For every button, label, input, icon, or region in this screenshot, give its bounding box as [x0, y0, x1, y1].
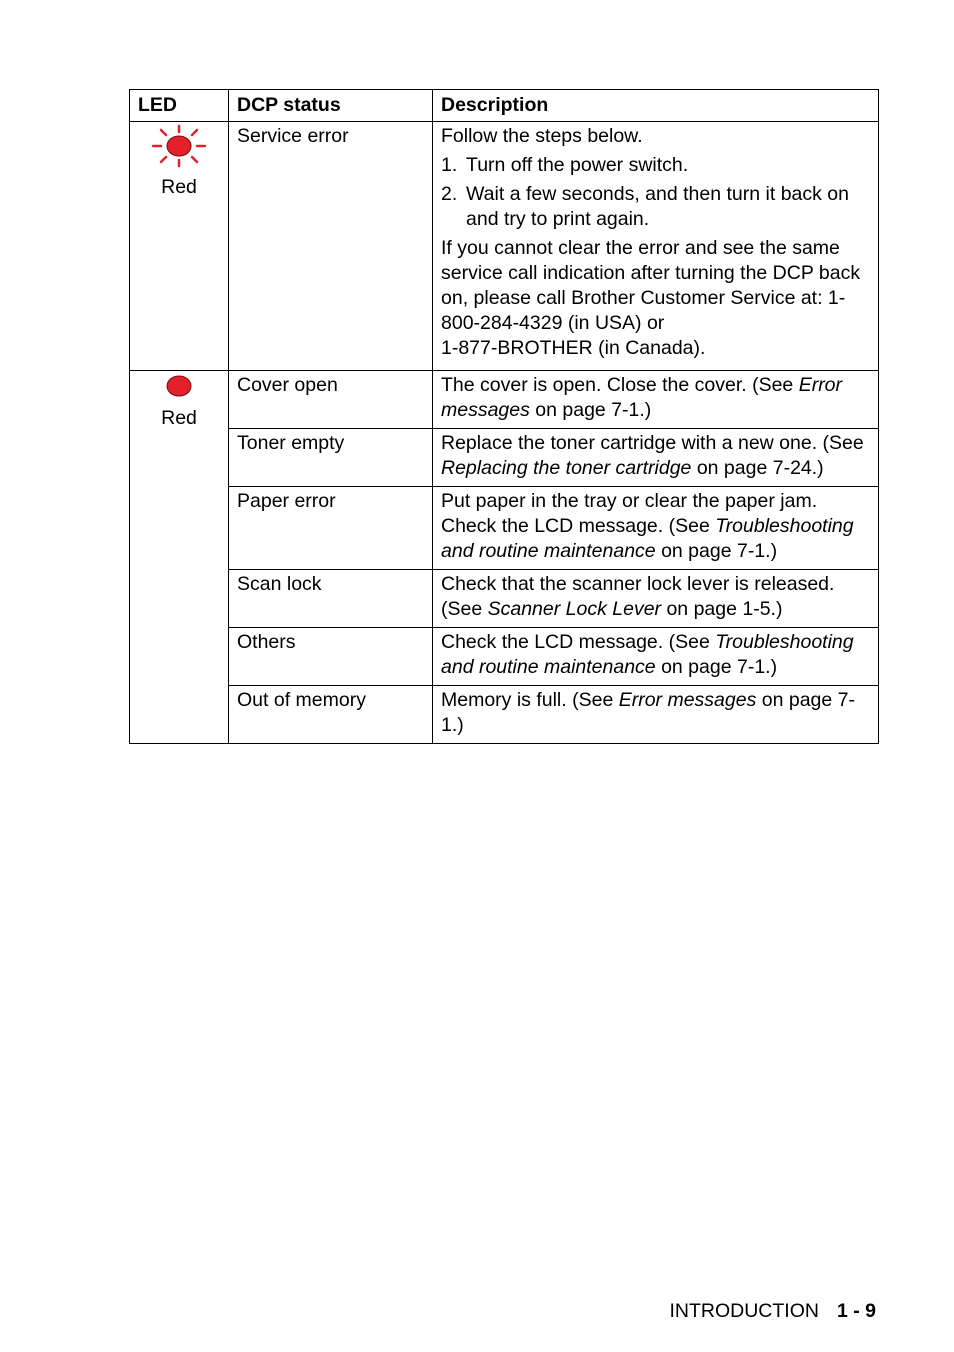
list-item: 2. Wait a few seconds, and then turn it back on and try to print again. — [441, 183, 849, 230]
table-row — [130, 628, 879, 686]
status-cell: Service error — [229, 122, 433, 371]
solid-red-led-icon — [164, 373, 194, 406]
header-description: Description — [433, 90, 879, 122]
description-outro: If you cannot clear the error and see the same service call indication after turning the DCP back on, please call Brother Customer Service at: 1-800-284-4329 (in USA) or — [441, 237, 861, 334]
table-row — [130, 487, 879, 570]
page-footer — [669, 1300, 876, 1323]
description-cell: Check the LCD message. (See Troubleshooting and routine maintenance on page 7-1.) — [433, 628, 879, 686]
description-cell: Put paper in the tray or clear the paper jam. Check the LCD message. (See Troubleshooting and routine maintenance on page 7-1.) — [433, 487, 879, 570]
description-cell — [433, 122, 879, 371]
status-cell: Toner empty — [229, 429, 433, 487]
table-row — [130, 570, 879, 628]
table-row — [130, 429, 879, 487]
cross-reference: Error messages — [441, 374, 843, 421]
list-item: 1. Turn off the power switch. — [441, 154, 689, 176]
led-label: Red — [161, 176, 197, 198]
status-cell: Cover open — [229, 371, 433, 429]
cross-reference: Scanner Lock Lever — [487, 598, 662, 620]
table-header-row — [130, 90, 879, 122]
description-cell: Replace the toner cartridge with a new one. (See Replacing the toner cartridge on page 7-24.) — [433, 429, 879, 487]
status-cell: Paper error — [229, 487, 433, 570]
led-label: Red — [161, 407, 197, 429]
led-status-table — [129, 89, 879, 744]
table-row — [130, 371, 879, 429]
cross-reference: Troubleshooting and routine maintenance — [441, 631, 854, 678]
status-cell: Scan lock — [229, 570, 433, 628]
description-cell: Check that the scanner lock lever is released. (See Scanner Lock Lever on page 1-5.) — [433, 570, 879, 628]
status-cell: Others — [229, 628, 433, 686]
description-outro-2: 1-877-BROTHER (in Canada). — [441, 337, 706, 359]
status-cell: Out of memory — [229, 686, 433, 744]
header-led: LED — [130, 90, 229, 122]
table-row — [130, 686, 879, 744]
table-row — [130, 122, 879, 371]
footer-section: INTRODUCTION — [669, 1300, 819, 1322]
cross-reference: Error messages — [618, 689, 757, 711]
description-cell: The cover is open. Close the cover. (See Error messages on page 7-1.) — [433, 371, 879, 429]
description-intro: Follow the steps below. — [441, 125, 643, 147]
cross-reference: Replacing the toner cartridge — [441, 457, 692, 479]
steps-list — [441, 153, 870, 232]
led-cell — [130, 371, 229, 744]
blinking-red-led-icon — [151, 124, 207, 175]
page-number: 1 - 9 — [836, 1300, 876, 1322]
cross-reference: Troubleshooting and routine maintenance — [441, 515, 854, 562]
led-cell — [130, 122, 229, 371]
header-dcp-status: DCP status — [229, 90, 433, 122]
description-cell: Memory is full. (See Error messages on page 7-1.) — [433, 686, 879, 744]
